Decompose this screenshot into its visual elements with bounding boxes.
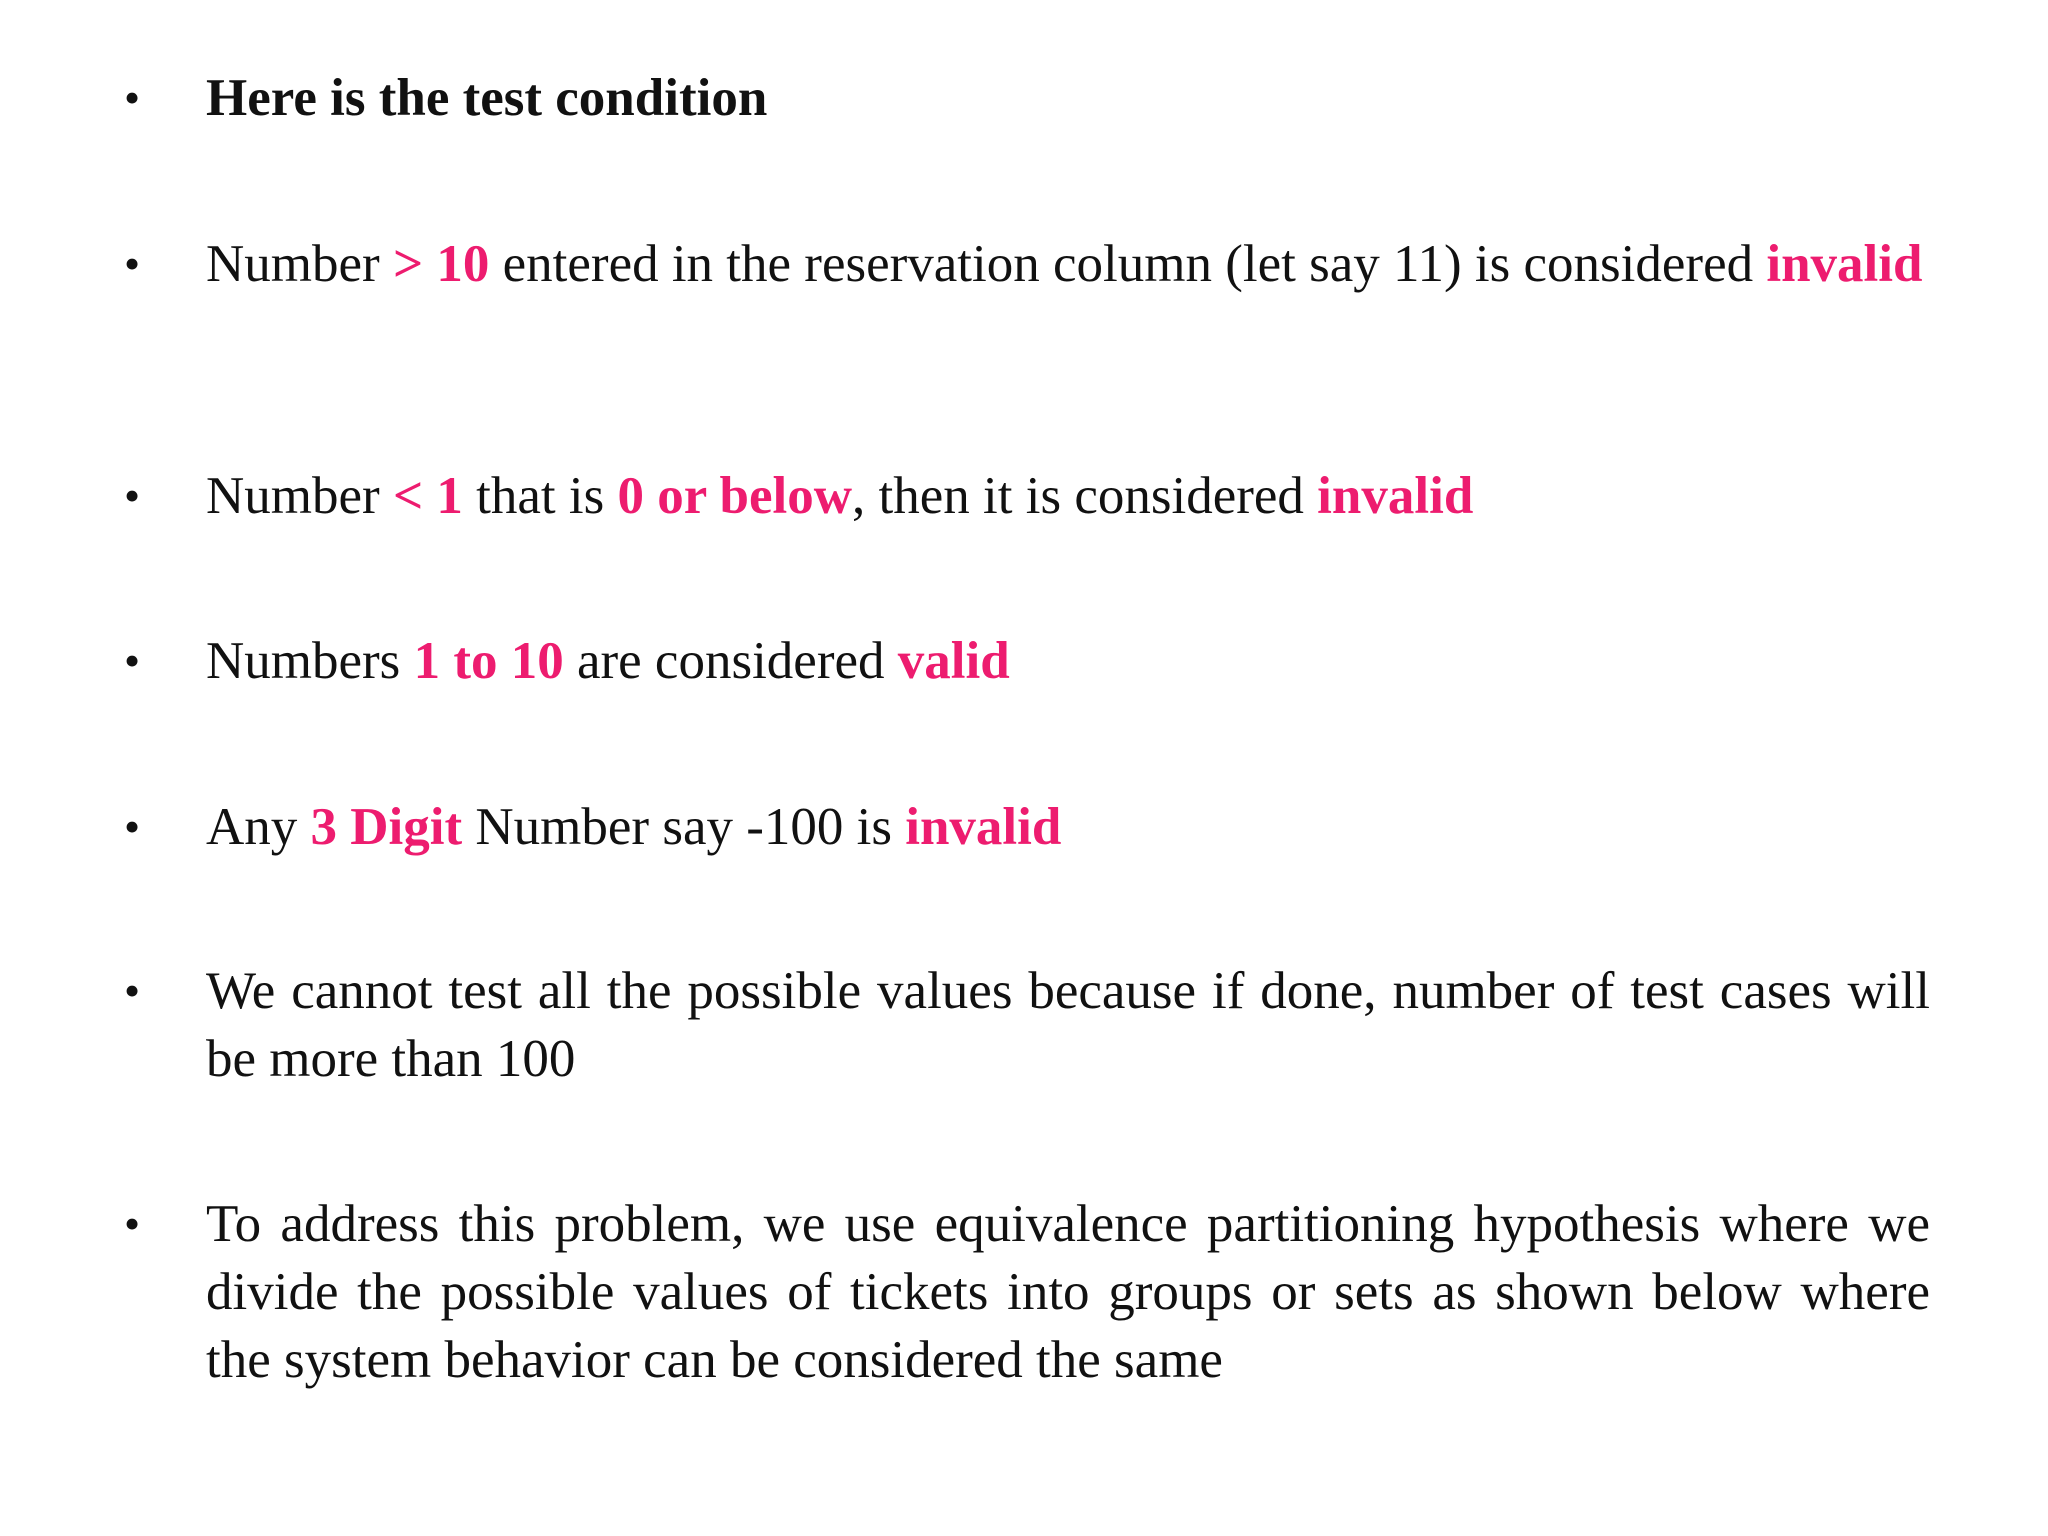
bullet-dot: • xyxy=(124,965,141,1016)
bullet-dot: • xyxy=(124,72,141,123)
highlight-segment: < 1 xyxy=(392,467,463,525)
bullet-item-equivalence-partitioning xyxy=(120,1190,1930,1394)
text-segment: Number xyxy=(206,467,393,525)
text-segment: Numbers xyxy=(206,632,414,690)
bullet-dot: • xyxy=(124,238,141,289)
bullet-dot: • xyxy=(124,470,141,521)
highlight-segment: 0 or below xyxy=(617,467,853,525)
highlight-segment: > 10 xyxy=(392,235,490,293)
bullet-item-heading xyxy=(120,64,1930,132)
bullet-dot: • xyxy=(124,801,141,852)
bullet-text xyxy=(206,793,1930,861)
highlight-segment: invalid xyxy=(905,798,1062,856)
text-segment: Number xyxy=(206,235,393,293)
bullet-item-less-than-1 xyxy=(120,462,1930,530)
bullet-dot: • xyxy=(124,635,141,686)
heading-text: Here is the test condition xyxy=(206,69,768,127)
text-segment: that is xyxy=(462,467,618,525)
text-segment: , then it is considered xyxy=(852,467,1318,525)
highlight-segment: 1 to 10 xyxy=(413,632,564,690)
highlight-segment: valid xyxy=(897,632,1010,690)
text-segment: Any xyxy=(206,798,311,856)
bullet-item-greater-than-10 xyxy=(120,230,1930,298)
text-segment: entered in the reservation column (let say 11) is considered xyxy=(489,235,1767,293)
highlight-segment: invalid xyxy=(1766,235,1923,293)
bullet-text xyxy=(206,230,1930,298)
bullet-text xyxy=(206,627,1930,695)
bullet-text xyxy=(206,462,1930,530)
bullet-dot: • xyxy=(124,1198,141,1249)
text-segment: Number say -100 is xyxy=(462,798,906,856)
bullet-text: To address this problem, we use equivalence partitioning hypothesis where we divide the possible values of tickets into groups or sets as shown below where the system behavior can be considered the same xyxy=(206,1195,1930,1389)
highlight-segment: invalid xyxy=(1317,467,1474,525)
bullet-item-cannot-test-all xyxy=(120,957,1930,1093)
bullet-item-1-to-10 xyxy=(120,627,1930,695)
text-segment: are considered xyxy=(563,632,898,690)
bullet-item-3-digit xyxy=(120,793,1930,861)
bullet-text: We cannot test all the possible values because if done, number of test cases will be more than 100 xyxy=(206,962,1930,1088)
highlight-segment: 3 Digit xyxy=(310,798,463,856)
